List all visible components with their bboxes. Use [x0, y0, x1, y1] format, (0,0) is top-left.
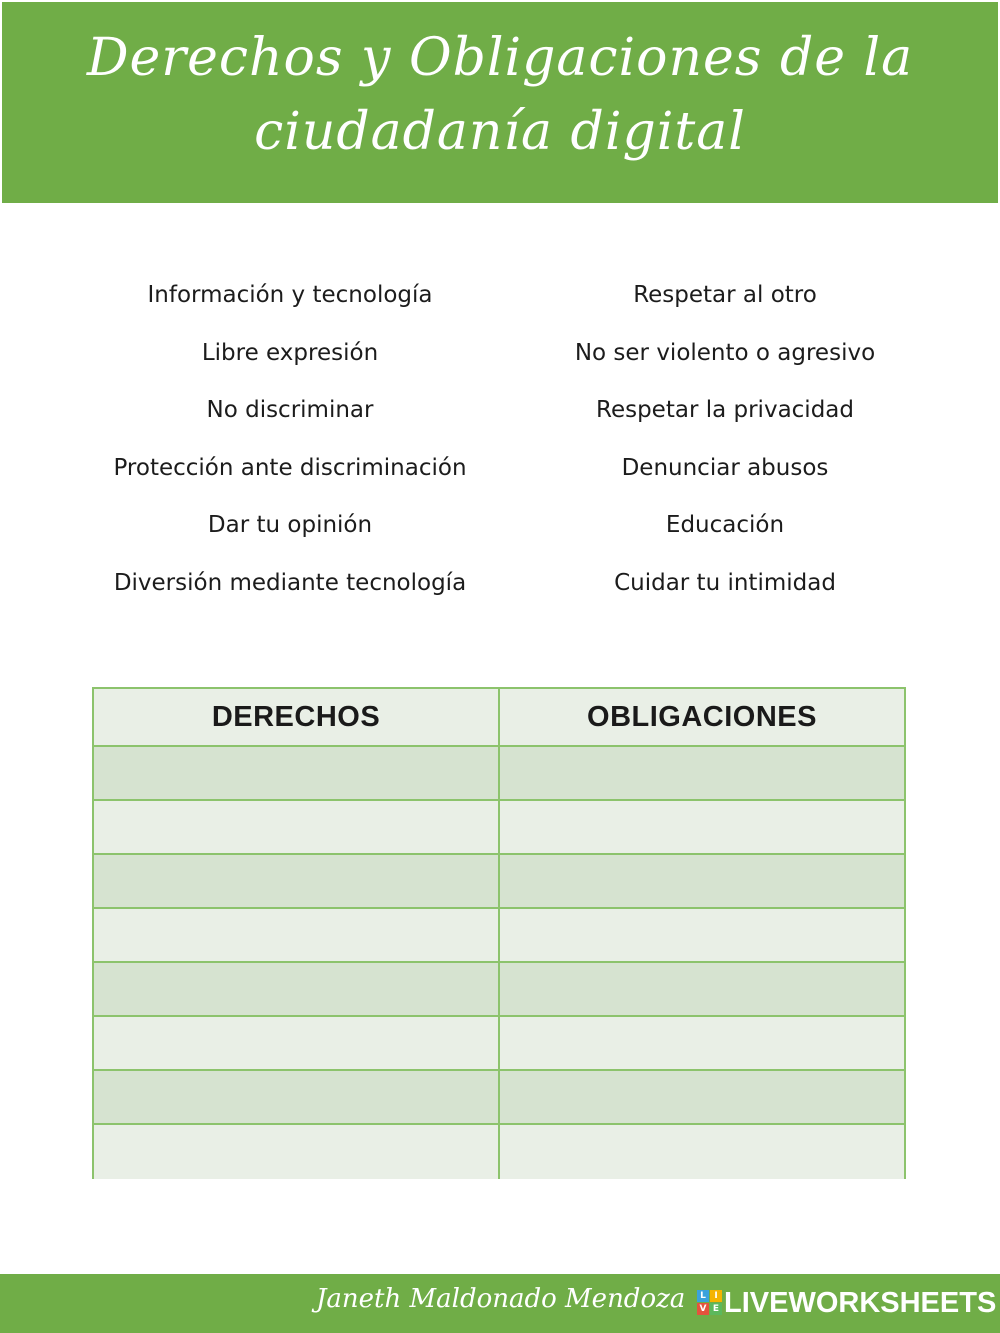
word-bank-item[interactable]: Denunciar abusos	[621, 454, 829, 481]
derechos-drop-cell[interactable]	[94, 747, 500, 799]
header-cell-obligaciones	[500, 689, 904, 745]
obligaciones-drop-cell[interactable]	[500, 1071, 904, 1123]
header-cell-derechos	[94, 689, 500, 745]
word-bank-item[interactable]: Cuidar tu intimidad	[614, 569, 836, 596]
table-row	[94, 909, 904, 963]
table-row	[94, 1125, 904, 1179]
logo-letter-l: L	[697, 1290, 709, 1302]
derechos-drop-cell[interactable]	[94, 801, 500, 853]
column-header-derechos: DERECHOS	[211, 701, 381, 733]
word-bank-item[interactable]: Información y tecnología	[147, 282, 433, 308]
author-signature: Janeth Maldonado Mendoza	[316, 1284, 686, 1314]
footer-banner	[0, 1274, 1000, 1333]
table-row	[94, 1017, 904, 1071]
table-row	[94, 1071, 904, 1125]
derechos-drop-cell[interactable]	[94, 1071, 500, 1123]
column-header-obligaciones: OBLIGACIONES	[587, 701, 817, 733]
word-bank-item[interactable]: Respetar la privacidad	[596, 397, 854, 424]
header-banner	[2, 2, 998, 203]
word-bank-left-column	[90, 270, 490, 616]
liveworksheets-logo-icon	[697, 1290, 723, 1316]
obligaciones-drop-cell[interactable]	[500, 1125, 904, 1179]
word-bank-item[interactable]: Educación	[665, 512, 785, 539]
obligaciones-drop-cell[interactable]	[500, 963, 904, 1015]
derechos-drop-cell[interactable]	[94, 855, 500, 907]
obligaciones-drop-cell[interactable]	[500, 909, 904, 961]
word-bank-right-column	[525, 270, 925, 616]
table-row	[94, 801, 904, 855]
derechos-drop-cell[interactable]	[94, 909, 500, 961]
liveworksheets-brand[interactable]: LIVEWORKSHEETS	[724, 1287, 997, 1319]
obligaciones-drop-cell[interactable]	[500, 1017, 904, 1069]
word-bank	[0, 270, 1000, 630]
table-row	[94, 963, 904, 1017]
derechos-drop-cell[interactable]	[94, 963, 500, 1015]
word-bank-item[interactable]: Dar tu opinión	[207, 512, 373, 539]
table-row	[94, 855, 904, 909]
derechos-drop-cell[interactable]	[94, 1125, 500, 1179]
logo-letter-e: E	[710, 1303, 722, 1315]
word-bank-item[interactable]: Libre expresión	[201, 339, 379, 366]
word-bank-item[interactable]: No discriminar	[206, 397, 374, 424]
derechos-drop-cell[interactable]	[94, 1017, 500, 1069]
logo-letter-v: V	[697, 1303, 709, 1315]
word-bank-item[interactable]: No ser violento o agresivo	[574, 339, 876, 366]
word-bank-item[interactable]: Diversión mediante tecnología	[113, 569, 467, 596]
obligaciones-drop-cell[interactable]	[500, 747, 904, 799]
obligaciones-drop-cell[interactable]	[500, 855, 904, 907]
page-title-line2: ciudadanía digital	[254, 102, 746, 162]
table-row	[94, 747, 904, 801]
classification-table	[92, 687, 906, 1179]
word-bank-item[interactable]: Protección ante discriminación	[113, 454, 467, 481]
obligaciones-drop-cell[interactable]	[500, 801, 904, 853]
word-bank-item[interactable]: Respetar al otro	[633, 282, 817, 308]
page-title-line1: Derechos y Obligaciones de la	[86, 28, 914, 88]
logo-letter-i: I	[710, 1290, 722, 1302]
table-header-row	[94, 689, 904, 747]
